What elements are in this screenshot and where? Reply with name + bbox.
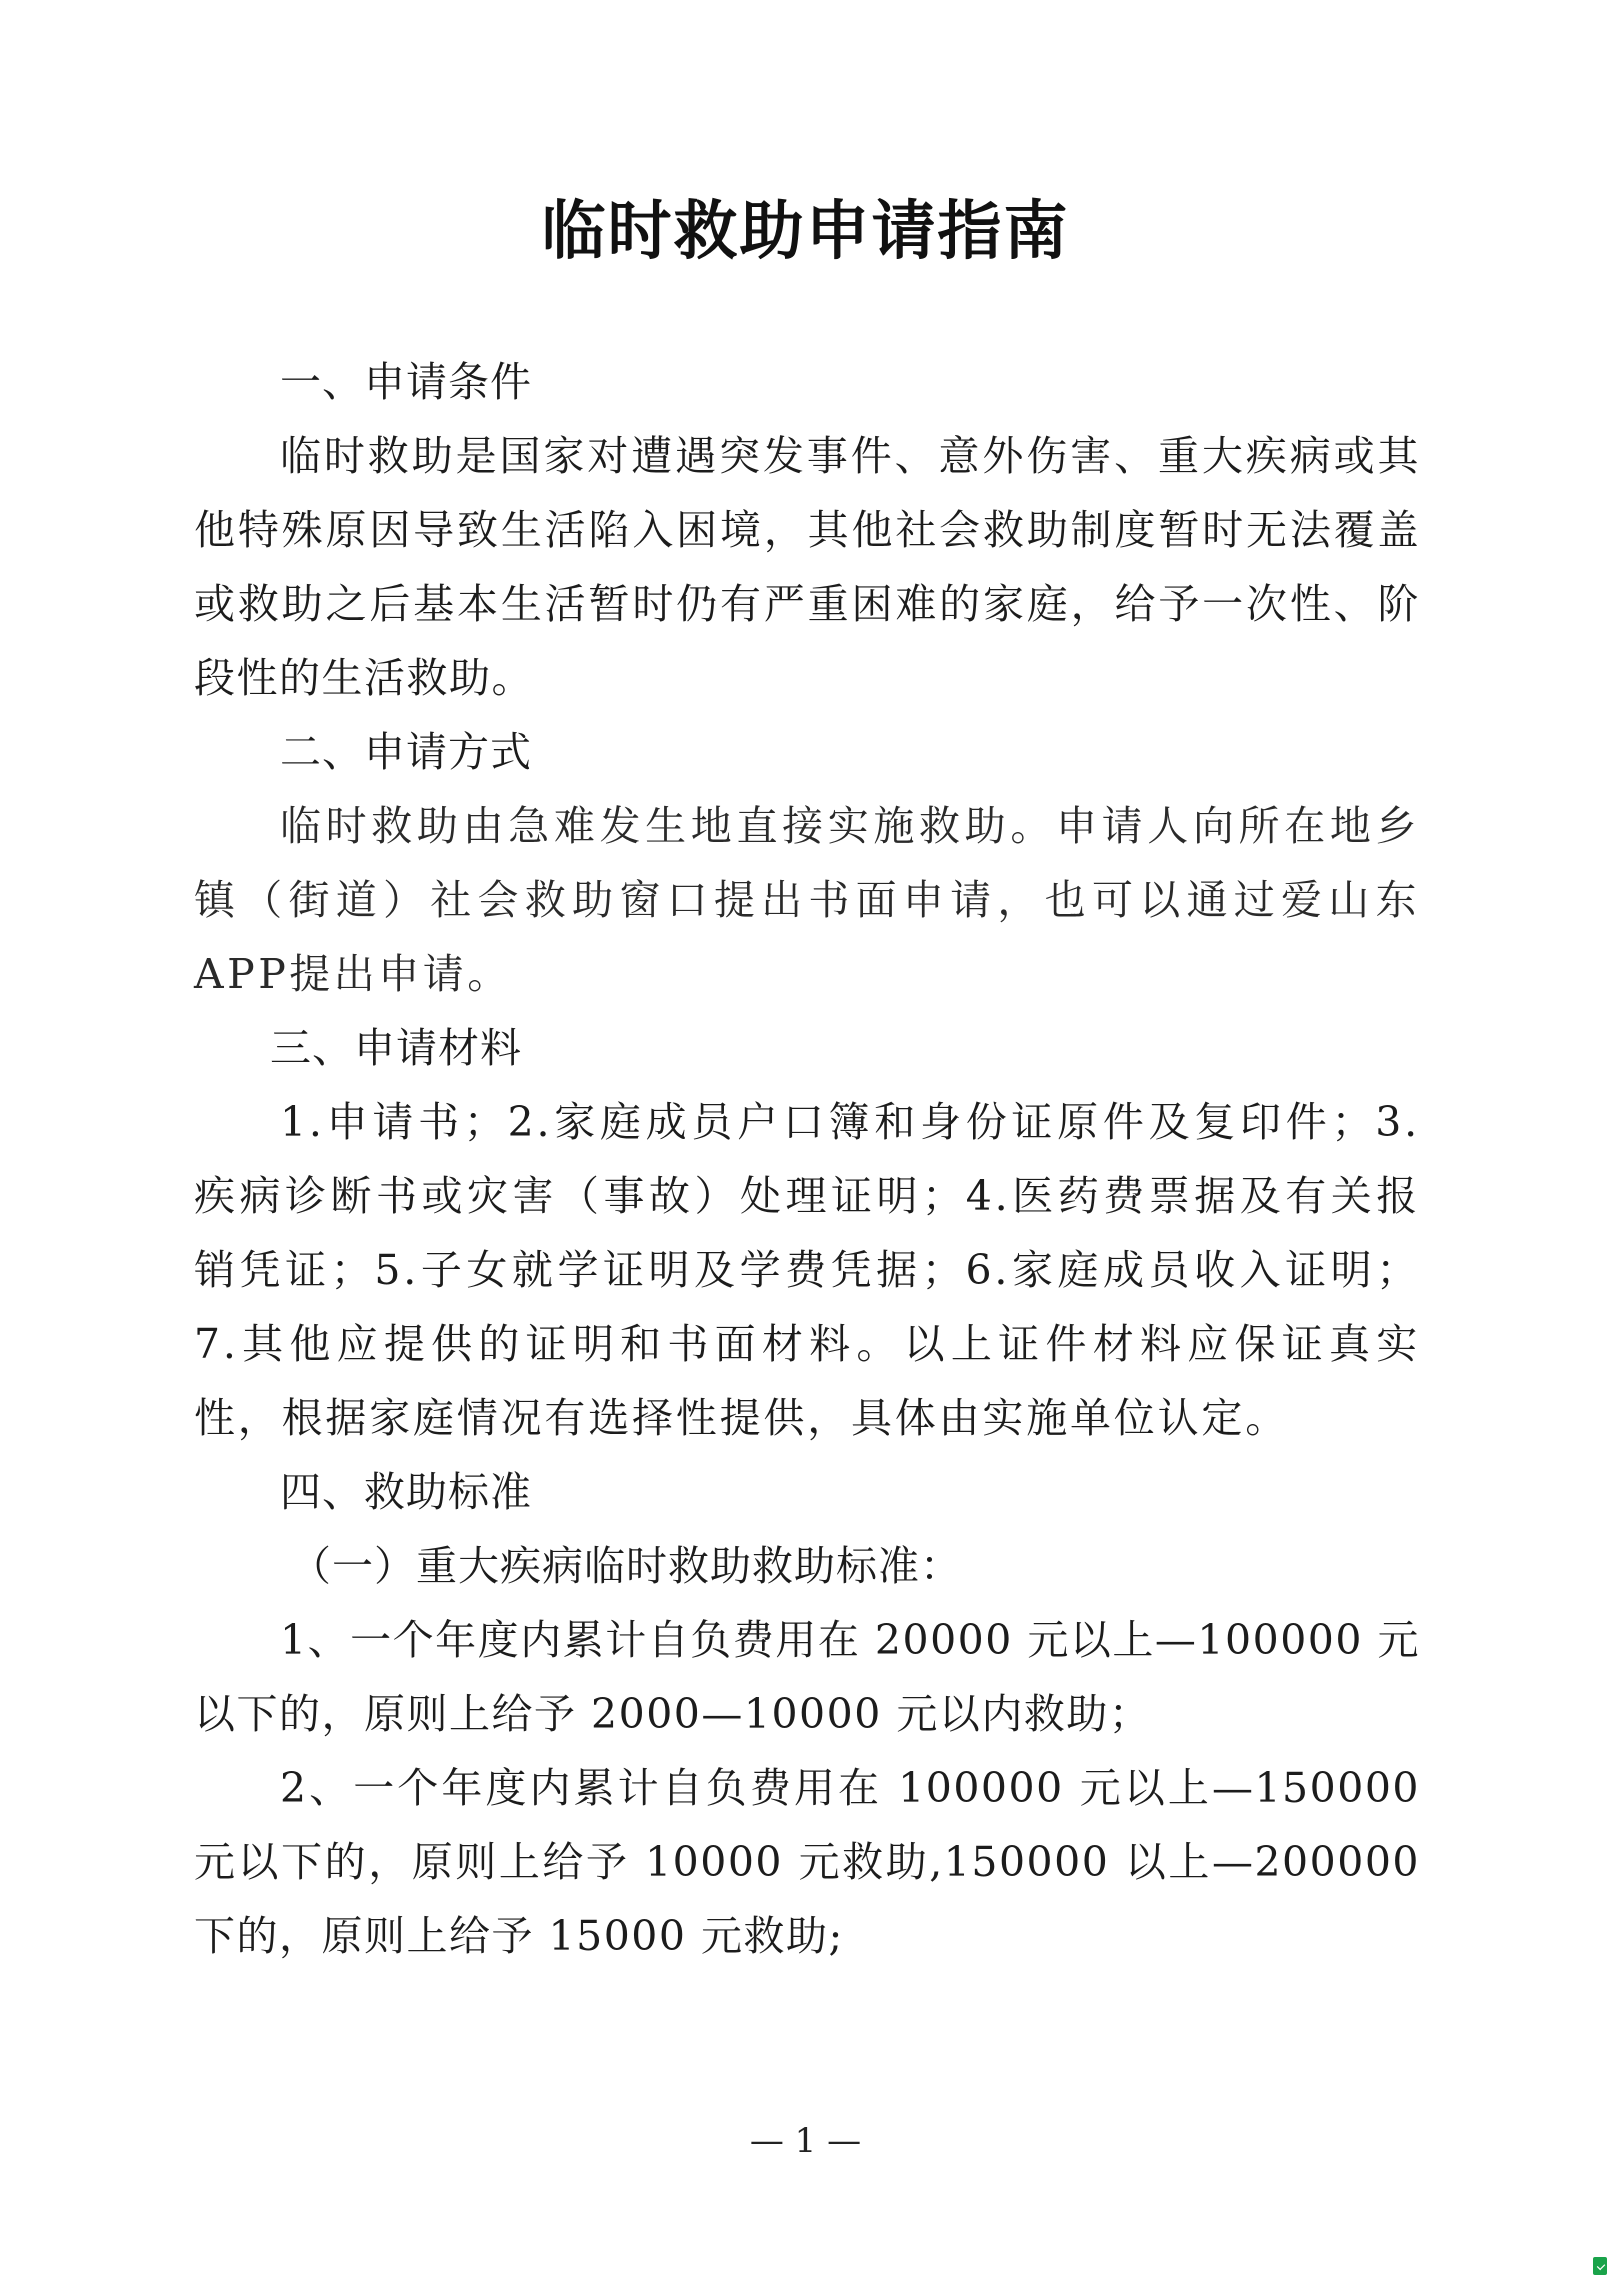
section-heading-method: 二、申请方式 [280, 728, 532, 776]
section-subheading-major-illness: （一）重大疾病临时救助救助标准： [290, 1542, 962, 1590]
section-paragraph-method: 临时救助由急难发生地直接实施救助。申请人向所在地乡镇（街道）社会救助窗口提出书面申请，也可以通过爱山东APP提出申请。 [194, 802, 1420, 998]
section-heading-standards: 四、救助标准 [280, 1468, 532, 1516]
standard-item-1: 1、一个年度内累计自负费用在 20000 元以上—100000 元以下的，原则上给予 2000—10000 元以内救助； [194, 1616, 1420, 1738]
page-number: — 1 — [749, 2121, 862, 2161]
section-heading-conditions: 一、申请条件 [280, 358, 532, 406]
section-heading-materials: 三、申请材料 [270, 1024, 522, 1072]
section-paragraph-materials: 1.申请书；2.家庭成员户口簿和身份证原件及复印件；3.疾病诊断书或灾害（事故）处理证明；4.医药费票据及有关报销凭证；5.子女就学证明及学费凭据；6.家庭成员收入证明；7.其他应提供的证明和书面材料。以上证件材料应保证真实性，根据家庭情况有选择性提供，具体由实施单位认定。 [194, 1098, 1420, 1442]
section-paragraph-conditions: 临时救助是国家对遭遇突发事件、意外伤害、重大疾病或其他特殊原因导致生活陷入困境，其他社会救助制度暂时无法覆盖或救助之后基本生活暂时仍有严重困难的家庭，给予一次性、阶段性的生活救助。 [194, 432, 1420, 702]
document-body [194, 345, 1420, 1973]
standard-item-2: 2、一个年度内累计自负费用在 100000 元以上—150000 元以下的，原则上给予 10000 元救助,150000 以上—200000 下的，原则上给予 15000 元救助; [194, 1764, 1420, 1960]
document-title: 临时救助申请指南 [541, 194, 1070, 269]
download-badge-icon [1593, 2257, 1607, 2275]
